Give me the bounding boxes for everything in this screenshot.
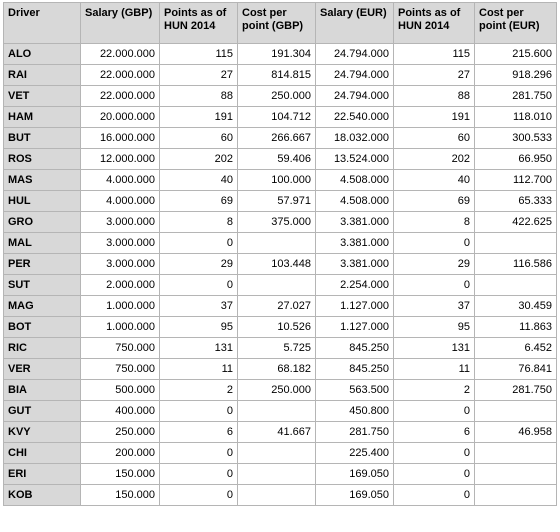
salary-eur-cell: 18.032.000 <box>316 128 394 149</box>
driver-cell: ROS <box>4 149 81 170</box>
driver-cell: HUL <box>4 191 81 212</box>
salary-eur-cell: 169.050 <box>316 464 394 485</box>
cost-per-point-gbp-cell: 68.182 <box>238 359 316 380</box>
table-row <box>4 485 557 506</box>
table-row <box>4 86 557 107</box>
table-row <box>4 149 557 170</box>
salary-eur-cell: 4.508.000 <box>316 170 394 191</box>
points-eur-cell: 60 <box>394 128 475 149</box>
driver-cell: PER <box>4 254 81 275</box>
points-eur-cell: 0 <box>394 233 475 254</box>
table-row <box>4 401 557 422</box>
cost-per-point-gbp-cell: 57.971 <box>238 191 316 212</box>
points-gbp-cell: 202 <box>160 149 238 170</box>
salary-gbp-cell: 22.000.000 <box>81 86 160 107</box>
table-row <box>4 338 557 359</box>
points-eur-cell: 115 <box>394 44 475 65</box>
salary-eur-cell: 4.508.000 <box>316 191 394 212</box>
points-gbp-cell: 37 <box>160 296 238 317</box>
salary-eur-cell: 1.127.000 <box>316 296 394 317</box>
table-row <box>4 380 557 401</box>
points-gbp-cell: 191 <box>160 107 238 128</box>
salary-eur-cell: 845.250 <box>316 338 394 359</box>
cost-per-point-eur-cell: 281.750 <box>475 86 557 107</box>
table-row <box>4 233 557 254</box>
salary-gbp-cell: 200.000 <box>81 443 160 464</box>
cost-per-point-gbp-cell: 5.725 <box>238 338 316 359</box>
header-row <box>4 3 557 44</box>
points-gbp-cell: 0 <box>160 443 238 464</box>
salary-gbp-cell: 1.000.000 <box>81 317 160 338</box>
salary-eur-cell: 24.794.000 <box>316 86 394 107</box>
points-gbp-cell: 2 <box>160 380 238 401</box>
cost-per-point-gbp-cell: 250.000 <box>238 380 316 401</box>
driver-cell: KOB <box>4 485 81 506</box>
salary-gbp-cell: 750.000 <box>81 338 160 359</box>
points-gbp-cell: 131 <box>160 338 238 359</box>
cost-per-point-gbp-cell: 41.667 <box>238 422 316 443</box>
header-points-eur: Points as of HUN 2014 <box>394 3 475 44</box>
salary-gbp-cell: 16.000.000 <box>81 128 160 149</box>
driver-cell: BIA <box>4 380 81 401</box>
cost-per-point-eur-cell: 112.700 <box>475 170 557 191</box>
cost-per-point-gbp-cell: 59.406 <box>238 149 316 170</box>
table-row <box>4 65 557 86</box>
cost-per-point-gbp-cell <box>238 464 316 485</box>
driver-cell: ALO <box>4 44 81 65</box>
driver-cell: GRO <box>4 212 81 233</box>
cost-per-point-eur-cell: 46.958 <box>475 422 557 443</box>
header-cost-per-point-eur: Cost per point (EUR) <box>475 3 557 44</box>
salary-eur-cell: 13.524.000 <box>316 149 394 170</box>
cost-per-point-eur-cell: 65.333 <box>475 191 557 212</box>
points-eur-cell: 11 <box>394 359 475 380</box>
driver-cell: SUT <box>4 275 81 296</box>
points-eur-cell: 2 <box>394 380 475 401</box>
cost-per-point-gbp-cell <box>238 401 316 422</box>
cost-per-point-eur-cell: 300.533 <box>475 128 557 149</box>
driver-salary-table <box>3 2 557 506</box>
table-row <box>4 464 557 485</box>
salary-gbp-cell: 3.000.000 <box>81 233 160 254</box>
cost-per-point-gbp-cell: 100.000 <box>238 170 316 191</box>
salary-gbp-cell: 150.000 <box>81 485 160 506</box>
cost-per-point-gbp-cell: 10.526 <box>238 317 316 338</box>
table-row <box>4 296 557 317</box>
salary-eur-cell: 3.381.000 <box>316 254 394 275</box>
points-gbp-cell: 11 <box>160 359 238 380</box>
driver-cell: MAL <box>4 233 81 254</box>
cost-per-point-eur-cell <box>475 233 557 254</box>
cost-per-point-eur-cell <box>475 401 557 422</box>
points-gbp-cell: 0 <box>160 233 238 254</box>
points-gbp-cell: 69 <box>160 191 238 212</box>
header-salary-gbp: Salary (GBP) <box>81 3 160 44</box>
cost-per-point-eur-cell: 918.296 <box>475 65 557 86</box>
cost-per-point-eur-cell: 66.950 <box>475 149 557 170</box>
table-row <box>4 128 557 149</box>
header-cost-per-point-gbp: Cost per point (GBP) <box>238 3 316 44</box>
cost-per-point-eur-cell: 11.863 <box>475 317 557 338</box>
cost-per-point-eur-cell: 30.459 <box>475 296 557 317</box>
points-gbp-cell: 88 <box>160 86 238 107</box>
cost-per-point-gbp-cell: 375.000 <box>238 212 316 233</box>
points-eur-cell: 40 <box>394 170 475 191</box>
cost-per-point-gbp-cell <box>238 485 316 506</box>
salary-gbp-cell: 250.000 <box>81 422 160 443</box>
cost-per-point-gbp-cell: 814.815 <box>238 65 316 86</box>
salary-gbp-cell: 150.000 <box>81 464 160 485</box>
points-eur-cell: 131 <box>394 338 475 359</box>
salary-eur-cell: 3.381.000 <box>316 233 394 254</box>
cost-per-point-eur-cell: 6.452 <box>475 338 557 359</box>
points-gbp-cell: 8 <box>160 212 238 233</box>
cost-per-point-eur-cell: 215.600 <box>475 44 557 65</box>
points-eur-cell: 29 <box>394 254 475 275</box>
driver-cell: MAG <box>4 296 81 317</box>
driver-cell: KVY <box>4 422 81 443</box>
points-gbp-cell: 0 <box>160 485 238 506</box>
points-eur-cell: 88 <box>394 86 475 107</box>
table-row <box>4 191 557 212</box>
table-row <box>4 170 557 191</box>
salary-gbp-cell: 22.000.000 <box>81 44 160 65</box>
salary-eur-cell: 24.794.000 <box>316 65 394 86</box>
points-eur-cell: 8 <box>394 212 475 233</box>
salary-gbp-cell: 4.000.000 <box>81 170 160 191</box>
table-row <box>4 317 557 338</box>
cost-per-point-eur-cell: 116.586 <box>475 254 557 275</box>
salary-gbp-cell: 3.000.000 <box>81 212 160 233</box>
table-body <box>4 44 557 506</box>
driver-cell: BOT <box>4 317 81 338</box>
salary-gbp-cell: 1.000.000 <box>81 296 160 317</box>
driver-cell: CHI <box>4 443 81 464</box>
points-eur-cell: 69 <box>394 191 475 212</box>
driver-cell: RIC <box>4 338 81 359</box>
cost-per-point-gbp-cell <box>238 443 316 464</box>
salary-gbp-cell: 20.000.000 <box>81 107 160 128</box>
points-gbp-cell: 0 <box>160 464 238 485</box>
salary-eur-cell: 225.400 <box>316 443 394 464</box>
cost-per-point-eur-cell <box>475 464 557 485</box>
salary-gbp-cell: 750.000 <box>81 359 160 380</box>
points-eur-cell: 0 <box>394 443 475 464</box>
points-eur-cell: 0 <box>394 464 475 485</box>
table-row <box>4 422 557 443</box>
driver-cell: GUT <box>4 401 81 422</box>
salary-gbp-cell: 22.000.000 <box>81 65 160 86</box>
cost-per-point-eur-cell <box>475 275 557 296</box>
table-row <box>4 359 557 380</box>
points-eur-cell: 0 <box>394 401 475 422</box>
points-gbp-cell: 0 <box>160 275 238 296</box>
cost-per-point-gbp-cell: 27.027 <box>238 296 316 317</box>
salary-gbp-cell: 12.000.000 <box>81 149 160 170</box>
cost-per-point-gbp-cell: 104.712 <box>238 107 316 128</box>
points-gbp-cell: 95 <box>160 317 238 338</box>
driver-cell: MAS <box>4 170 81 191</box>
salary-gbp-cell: 500.000 <box>81 380 160 401</box>
driver-cell: VET <box>4 86 81 107</box>
driver-cell: HAM <box>4 107 81 128</box>
salary-gbp-cell: 4.000.000 <box>81 191 160 212</box>
table-row <box>4 443 557 464</box>
points-gbp-cell: 115 <box>160 44 238 65</box>
points-gbp-cell: 60 <box>160 128 238 149</box>
salary-gbp-cell: 400.000 <box>81 401 160 422</box>
table-row <box>4 107 557 128</box>
salary-eur-cell: 563.500 <box>316 380 394 401</box>
driver-cell: RAI <box>4 65 81 86</box>
table-row <box>4 275 557 296</box>
salary-eur-cell: 1.127.000 <box>316 317 394 338</box>
salary-eur-cell: 281.750 <box>316 422 394 443</box>
cost-per-point-eur-cell <box>475 443 557 464</box>
cost-per-point-eur-cell: 118.010 <box>475 107 557 128</box>
cost-per-point-eur-cell: 76.841 <box>475 359 557 380</box>
cost-per-point-eur-cell <box>475 485 557 506</box>
points-eur-cell: 191 <box>394 107 475 128</box>
salary-eur-cell: 845.250 <box>316 359 394 380</box>
points-eur-cell: 95 <box>394 317 475 338</box>
salary-eur-cell: 169.050 <box>316 485 394 506</box>
points-eur-cell: 27 <box>394 65 475 86</box>
header-driver: Driver <box>4 3 81 44</box>
driver-cell: ERI <box>4 464 81 485</box>
salary-eur-cell: 3.381.000 <box>316 212 394 233</box>
salary-gbp-cell: 2.000.000 <box>81 275 160 296</box>
cost-per-point-gbp-cell <box>238 233 316 254</box>
points-gbp-cell: 40 <box>160 170 238 191</box>
header-points-gbp: Points as of HUN 2014 <box>160 3 238 44</box>
salary-eur-cell: 22.540.000 <box>316 107 394 128</box>
points-eur-cell: 37 <box>394 296 475 317</box>
points-gbp-cell: 29 <box>160 254 238 275</box>
cost-per-point-eur-cell: 422.625 <box>475 212 557 233</box>
salary-gbp-cell: 3.000.000 <box>81 254 160 275</box>
points-gbp-cell: 0 <box>160 401 238 422</box>
salary-eur-cell: 450.800 <box>316 401 394 422</box>
header-salary-eur: Salary (EUR) <box>316 3 394 44</box>
points-eur-cell: 202 <box>394 149 475 170</box>
points-gbp-cell: 27 <box>160 65 238 86</box>
points-eur-cell: 6 <box>394 422 475 443</box>
salary-eur-cell: 2.254.000 <box>316 275 394 296</box>
cost-per-point-gbp-cell: 103.448 <box>238 254 316 275</box>
points-gbp-cell: 6 <box>160 422 238 443</box>
table-row <box>4 44 557 65</box>
points-eur-cell: 0 <box>394 275 475 296</box>
salary-eur-cell: 24.794.000 <box>316 44 394 65</box>
driver-cell: BUT <box>4 128 81 149</box>
table-row <box>4 254 557 275</box>
cost-per-point-gbp-cell: 250.000 <box>238 86 316 107</box>
cost-per-point-gbp-cell <box>238 275 316 296</box>
driver-cell: VER <box>4 359 81 380</box>
points-eur-cell: 0 <box>394 485 475 506</box>
cost-per-point-gbp-cell: 191.304 <box>238 44 316 65</box>
table-row <box>4 212 557 233</box>
cost-per-point-eur-cell: 281.750 <box>475 380 557 401</box>
cost-per-point-gbp-cell: 266.667 <box>238 128 316 149</box>
